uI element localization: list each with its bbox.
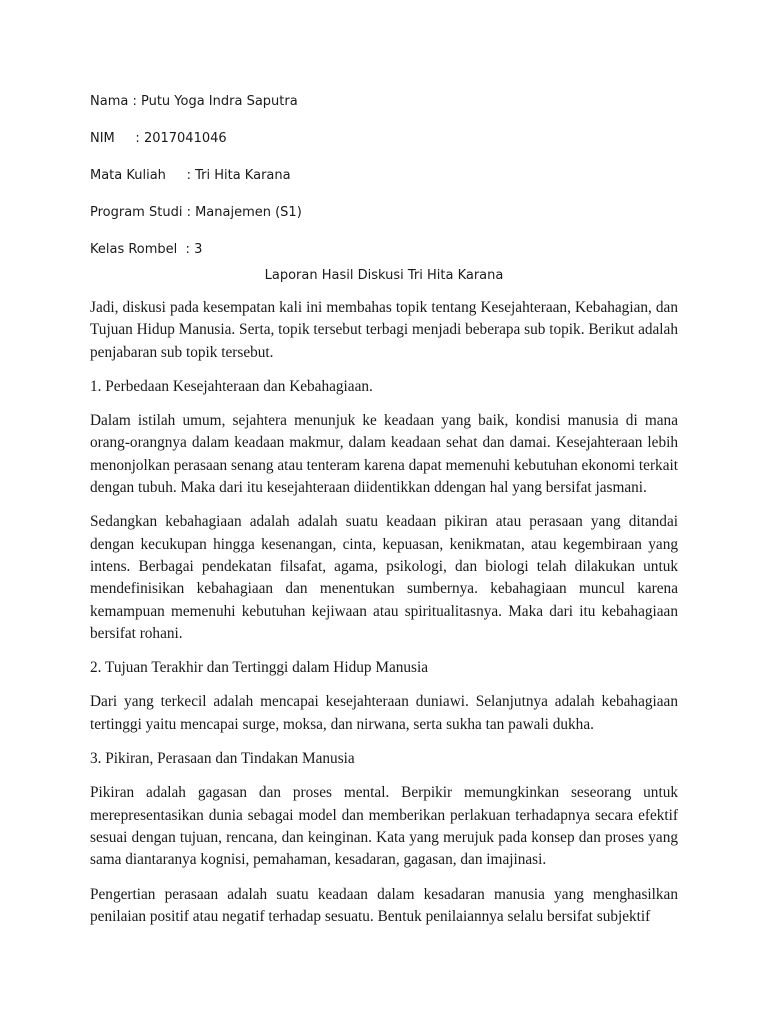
student-nim: NIM : 2017041046 (90, 131, 227, 146)
study-program: Program Studi : Manajemen (S1) (90, 205, 302, 220)
paragraph-2: Sedangkan kebahagiaan adalah adalah suatu keadaan pikiran atau perasaan yang ditandai dengan kecukupan hingga kesenangan, cinta, kepuasan, kenikmatan, atau kegembiraan yang intens. Berbagai pendekatan filsafat, agama, psikologi, dan biologi telah dilakukan untuk mendefinisikan kebahagiaan dan menentukan sumbernya. kebahagiaan muncul karena kemampuan memenuhi kebutuhan kejiwaan atau spiritualitasnya. Maka dari itu kebahagiaan bersifat rohani. (90, 513, 678, 642)
paragraph-5: Pengertian perasaan adalah suatu keadaan dalam kesadaran manusia yang menghasilkan penilaian positif atau negatif terhadap sesuatu. Bentuk penilaiannya selalu bersifat subjektif (90, 885, 678, 925)
report-body (90, 297, 678, 928)
course-name: Mata Kuliah : Tri Hita Karana (90, 168, 291, 183)
paragraph-3: Dari yang terkecil adalah mencapai kesejahteraan duniawi. Selanjutnya adalah kebahagiaan tertinggi yaitu mencapai surge, moksa, dan nirwana, serta sukha tan pawali dukha. (90, 693, 678, 733)
section-heading-2: 2. Tujuan Terakhir dan Tertinggi dalam Hidup Manusia (90, 659, 429, 677)
paragraph-1: Dalam istilah umum, sejahtera menunjuk ke keadaan yang baik, kondisi manusia di mana orang-orangnya dalam keadaan makmur, dalam keadaan sehat dan damai. Kesejahteraan lebih menonjolkan perasaan senang atau tenteram karena dapat memenuhi kebutuhan ekonomi terkait dengan tubuh. Maka dari itu kesejahteraan diidentikkan ddengan hal yang bersifat jasmani. (90, 412, 678, 497)
section-heading-3: 3. Pikiran, Perasaan dan Tindakan Manusia (90, 750, 355, 768)
student-name: Nama : Putu Yoga Indra Saputra (90, 94, 298, 109)
paragraph-4: Pikiran adalah gagasan dan proses mental. Berpikir memungkinkan seseorang untuk merepresentasikan dunia sebagai model dan memberikan perlakuan terhadapnya secara efektif sesuai dengan tujuan, rencana, dan keinginan. Kata yang merujuk pada konsep dan proses yang sama diantaranya kognisi, pemahaman, kesadaran, gagasan, dan imajinasi. (90, 784, 678, 869)
report-title: Laporan Hasil Diskusi Tri Hita Karana (264, 268, 504, 283)
student-info (90, 92, 302, 277)
intro-paragraph: Jadi, diskusi pada kesempatan kali ini membahas topik tentang Kesejahteraan, Kebahagian, dan Tujuan Hidup Manusia. Serta, topik tersebut terbagi menjadi beberapa sub topik. Berikut adalah penjabaran sub topik tersebut. (90, 299, 678, 361)
section-heading-1: 1. Perbedaan Kesejahteraan dan Kebahagiaan. (90, 377, 373, 395)
class-group: Kelas Rombel : 3 (90, 242, 203, 257)
